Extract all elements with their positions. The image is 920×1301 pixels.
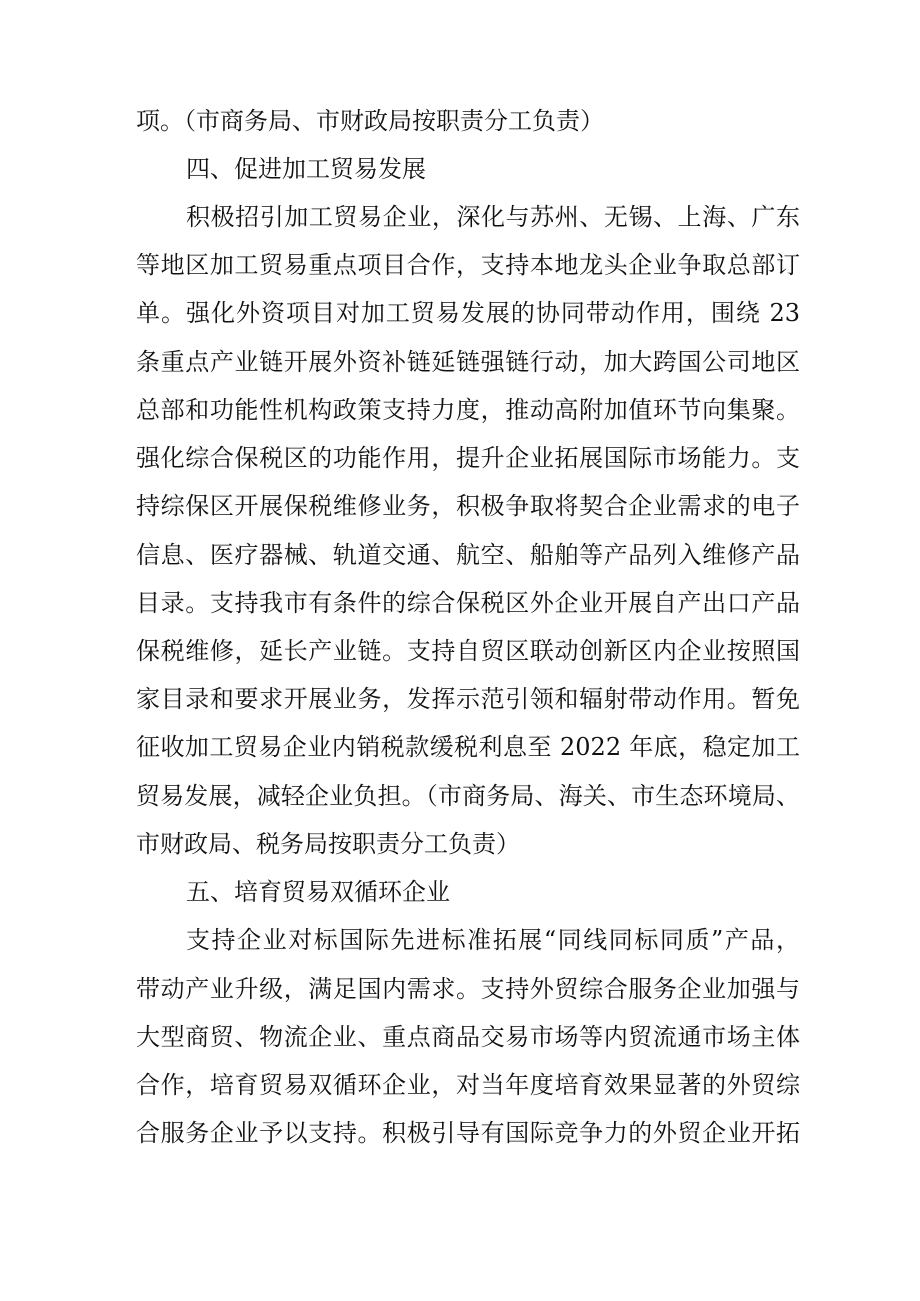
section-heading-4: 四、促进加工贸易发展 [186,155,426,183]
paragraph-line: 支持企业对标国际先进标准拓展“同线同标同质”产品， [186,926,800,954]
paragraph-line: 征收加工贸易企业内销税款缓税利息至 2022 年底，稳定加工 [136,733,800,761]
paragraph-line: 合服务企业予以支持。积极引导有国际竞争力的外贸企业开拓 [136,1119,800,1147]
paragraph-line: 带动产业升级，满足国内需求。支持外贸综合服务企业加强与 [136,975,800,1003]
paragraph-line: 大型商贸、物流企业、重点商品交易市场等内贸流通市场主体 [136,1023,800,1051]
paragraph-line: 家目录和要求开展业务，发挥示范引领和辐射带动作用。暂免 [136,685,800,713]
paragraph-line: 目录。支持我市有条件的综合保税区外企业开展自产出口产品 [136,589,800,617]
paragraph-end-line: 项。（市商务局、市财政局按职责分工负责） [136,107,604,135]
paragraph-line: 贸易发展，减轻企业负担。（市商务局、海关、市生态环境局、 [136,782,800,810]
paragraph-line: 持综保区开展保税维修业务，积极争取将契合企业需求的电子 [136,492,800,520]
paragraph-line: 等地区加工贸易重点项目合作，支持本地龙头企业争取总部订 [136,251,800,279]
paragraph-line: 保税维修，延长产业链。支持自贸区联动创新区内企业按照国 [136,637,800,665]
paragraph-line: 信息、医疗器械、轨道交通、航空、船舶等产品列入维修产品 [136,541,800,569]
paragraph-line: 合作，培育贸易双循环企业，对当年度培育效果显著的外贸综 [136,1071,800,1099]
paragraph-line: 条重点产业链开展外资补链延链强链行动，加大跨国公司地区 [136,348,800,376]
paragraph-line: 总部和功能性机构政策支持力度，推动高附加值环节向集聚。 [136,396,800,424]
paragraph-line: 单。强化外资项目对加工贸易发展的协同带动作用，围绕 23 [136,299,800,327]
paragraph-line: 强化综合保税区的功能作用，提升企业拓展国际市场能力。支 [136,444,800,472]
paragraph-end-line: 市财政局、税务局按职责分工负责） [136,830,520,858]
paragraph-line: 积极招引加工贸易企业，深化与苏州、无锡、上海、广东 [186,203,800,231]
section-heading-5: 五、培育贸易双循环企业 [186,878,450,906]
